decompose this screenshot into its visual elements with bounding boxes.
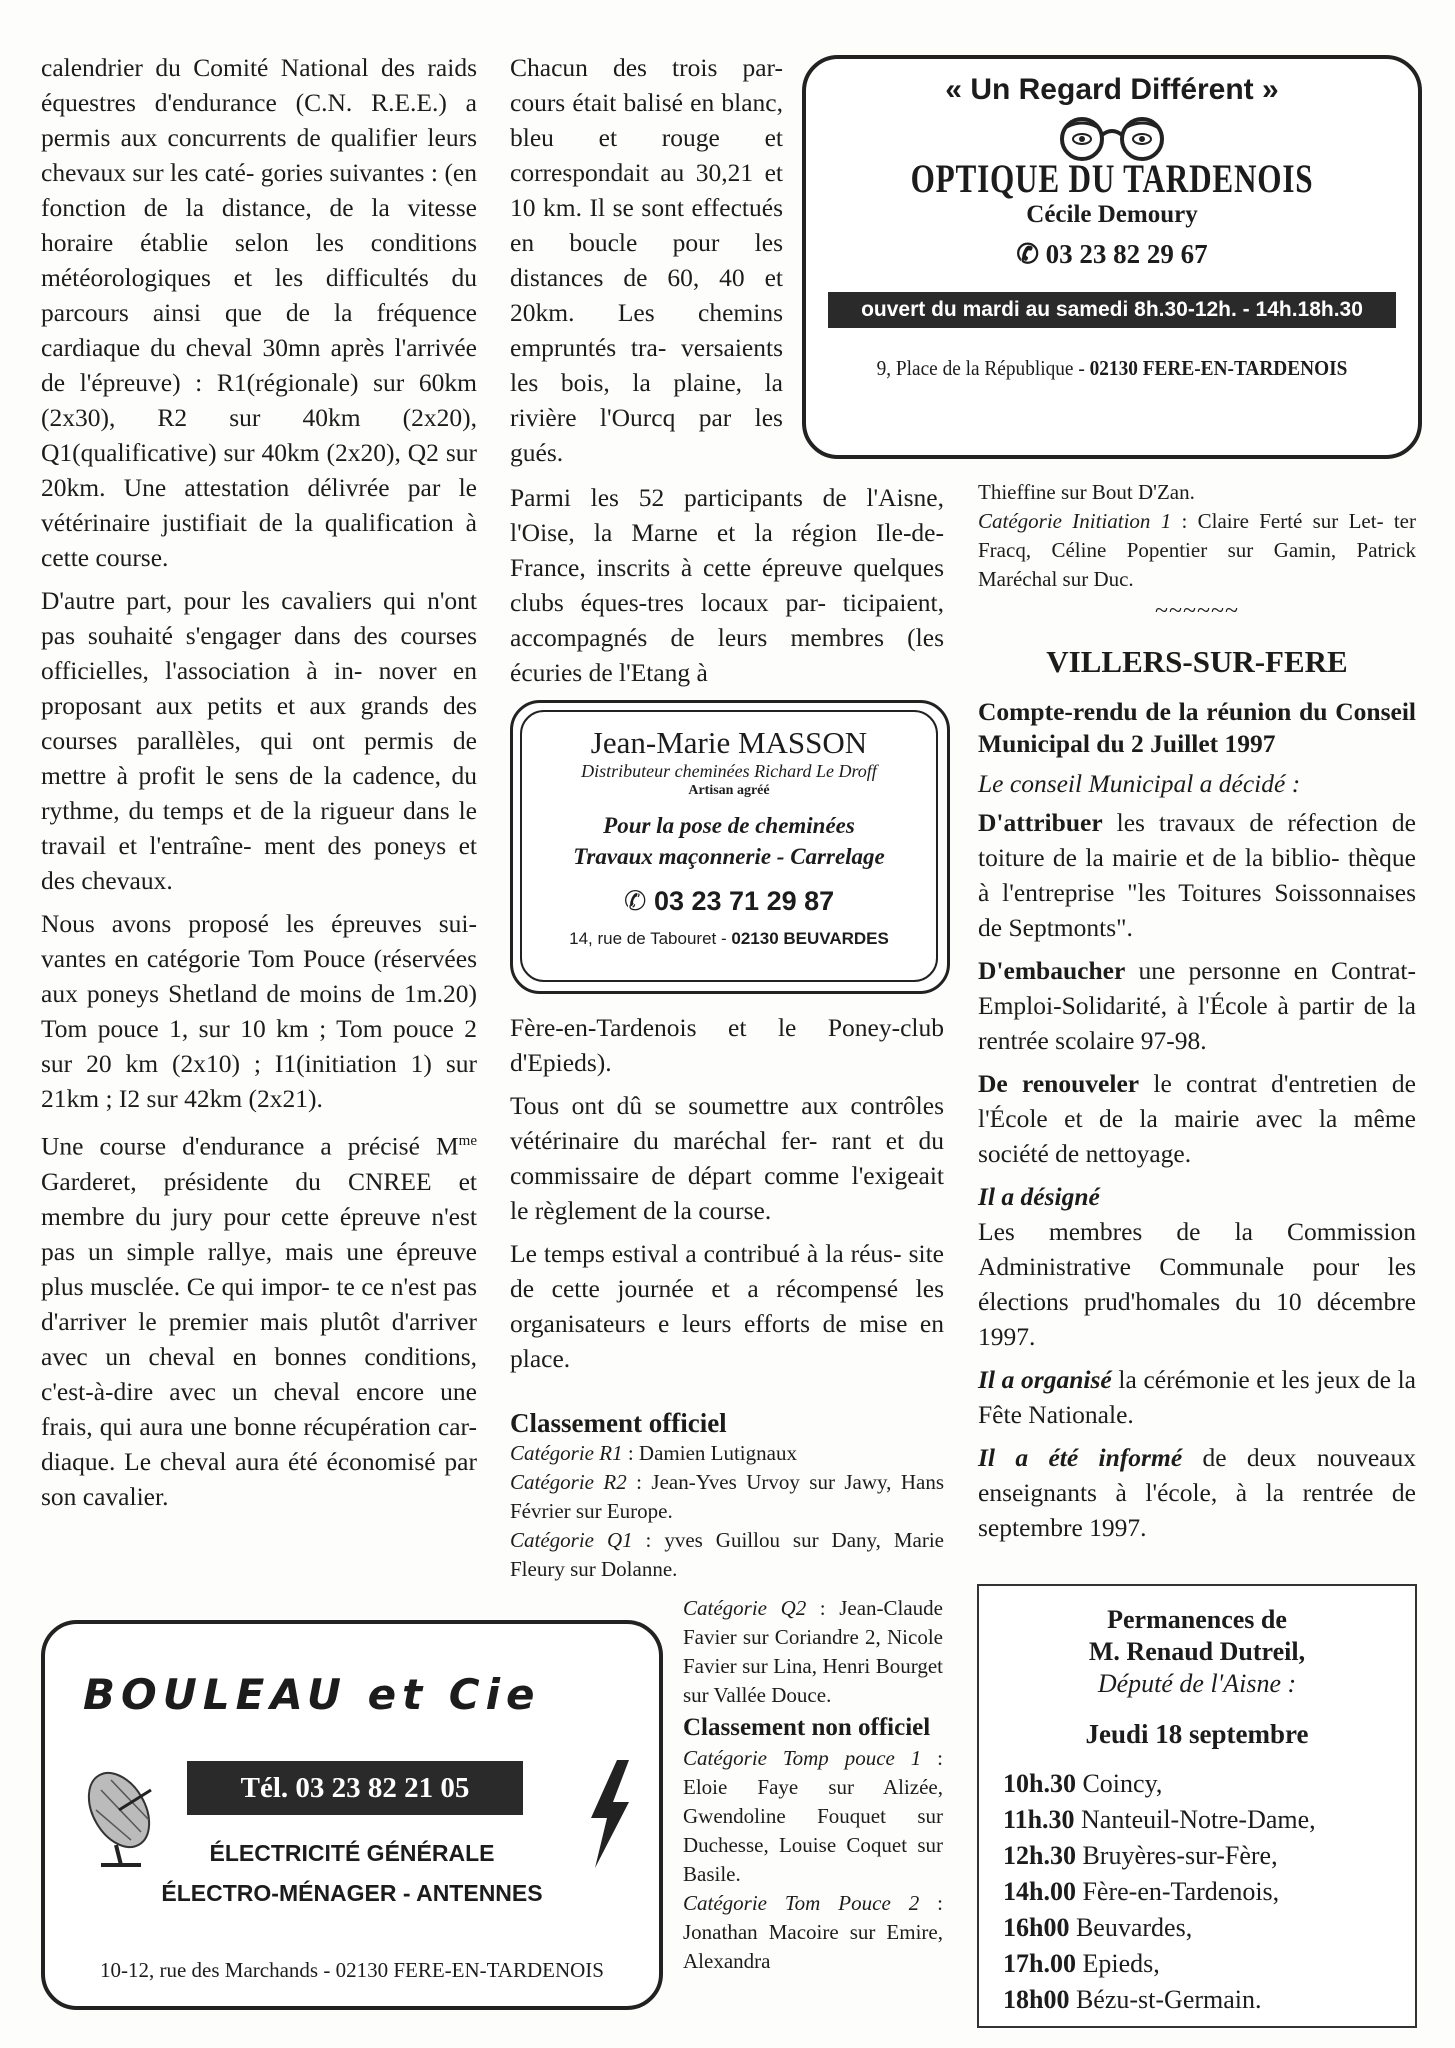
col2-paragraph-4: Tous ont dû se soumettre aux contrôles vétérinaire du maréchal fer- rant et du commissaire de départ comme l'exigeait le règlement de la course.: [510, 1091, 944, 1225]
masson-address-bold: 02130 BEUVARDES: [731, 929, 889, 948]
organise-text: la cérémonie et les jeux de la Fête Nationale.: [978, 1365, 1416, 1429]
schedule-place: Beuvardes,: [1069, 1913, 1193, 1942]
cat-tp1-label: Catégorie Tomp pouce 1: [683, 1746, 922, 1770]
decision-1-text: les travaux de réfection de toiture de la mairie et de la biblio- thèque à l'entreprise "les Toitures Soissonnaises de Septmonts".: [978, 808, 1416, 942]
schedule-place: Bézu-st-Germain.: [1069, 1985, 1262, 2014]
non-officiel-title: Classement non officiel: [683, 1714, 931, 1741]
permanences-title1: Permanences de: [1107, 1605, 1287, 1634]
decision-1-bold: D'attribuer: [978, 808, 1103, 837]
bouleau-line1: ÉLECTRICITÉ GÉNÉRALE: [209, 1840, 495, 1866]
glasses-icon: [806, 115, 1418, 161]
col3-c1: Thieffine sur Bout D'Zan.: [978, 480, 1195, 504]
cat-q2: [683, 1594, 943, 1710]
informe-text: de deux nouveaux enseignants à l'école, à la rentrée de septembre 1997.: [978, 1443, 1416, 1542]
masson-address: [522, 929, 936, 949]
designe-text: Les membres de la Commission Administrative Communale pour les élections prud'homales du 10 décembre 1997.: [978, 1217, 1416, 1351]
bouleau-line2: ÉLECTRO-MÉNAGER - ANTENNES: [161, 1880, 543, 1906]
column-1: [41, 50, 477, 1522]
cr-title: Compte-rendu de la réunion du Conseil Municipal du 2 Juillet 1997: [978, 697, 1416, 758]
col1-p4-rest: Garderet, présidente du CNREE et membre du jury pour cette épreuve n'est pas un simple rallye, mais une épreuve plus musclée. Ce qui impor- te ce n'est pas d'arriver le premier mais plutôt d'arriver avec un cheval en bonnes conditions, c'est-à-dire avec un cheval encore une frais, qui aura une bonne récupération car- diaque. Le cheval aura été économisé par son cavalier.: [41, 1166, 477, 1511]
cat-q2-text: : Jean-Claude Favier sur Coriandre 2, Nicole Favier sur Lina, Henri Bourget sur Vallée Douce.: [683, 1596, 944, 1707]
col2-paragraph-3: Fère-en-Tardenois et le Poney-club d'Epieds).: [510, 1013, 944, 1077]
schedule-place: Epieds,: [1075, 1949, 1160, 1978]
masson-artisan: Artisan agréé: [688, 783, 770, 798]
schedule-time: 18h00: [1003, 1985, 1070, 2014]
cat-tp2-text: : Jonathan Macoire sur Emire, Alexandra: [683, 1891, 943, 1973]
cat-init-label: Catégorie Initiation 1: [978, 509, 1172, 533]
cat-r1: [510, 1439, 944, 1468]
bouleau-phone: Tél. 03 23 82 21 05: [187, 1761, 523, 1815]
col2-paragraph-2: Parmi les 52 participants de l'Aisne, l'Oise, la Marne et la région Ile-de- France, inscrits à cette épreuve quelques clubs éques-tres locaux par- ticipaient, accompagnés de leurs membres (les écuries de l'Etang à: [510, 483, 944, 687]
schedule-time: 10h.30: [1003, 1769, 1076, 1798]
cat-r2-label: Catégorie R2: [510, 1470, 627, 1494]
permanences-box: [977, 1584, 1417, 2028]
decision-1: [978, 805, 1416, 945]
cat-tp1: [683, 1744, 943, 1889]
permanences-list: [1003, 1766, 1415, 2018]
masson-phone: ✆ 03 23 71 29 87: [623, 886, 835, 916]
optique-owner: Cécile Demoury: [1026, 201, 1198, 228]
classement-section: [510, 1408, 944, 1584]
col1-paragraph-1: calendrier du Comité National des raids équestres d'endurance (C.N. R.E.E.) a permis aux concurrents de qualifier leurs chevaux sur les caté- gories suivantes : (en fonction de la distance, de la vitesse horaire établie selon les conditions météorologiques et les difficultés du parcours ainsi que de la fréquence cardiaque du cheval 30mn après l'arrivée de l'épreuve) : R1(régionale) sur 60km (2x30), R2 sur 40km (2x20), Q1(qualificative) sur 40km (2x20), Q2 sur 20km. Une attestation délivrée par le vétérinaire justifiait de la qualification à cette course.: [41, 53, 477, 572]
informe-bold: Il a été informé: [978, 1443, 1183, 1472]
designe-label: Il a désigné: [978, 1182, 1100, 1211]
decision-3-text: le contrat d'entretien de l'École et de la mairie avec la même société de nettoyage.: [978, 1069, 1416, 1168]
designe-line: [978, 1179, 1416, 1214]
cat-r2: [510, 1468, 944, 1526]
masson-line2: Travaux maçonnerie - Carrelage: [573, 844, 885, 869]
cat-tp2-label: Catégorie Tom Pouce 2: [683, 1891, 920, 1915]
col2-paragraph-5: Le temps estival a contribué à la réus- site de cette journée et a récompensé les organisateurs e leurs efforts de mise en place.: [510, 1239, 944, 1373]
cat-q2-label: Catégorie Q2: [683, 1596, 807, 1620]
decision-2: [978, 953, 1416, 1058]
optique-slogan: « Un Regard Différent »: [945, 73, 1279, 106]
col1-paragraph-2: D'autre part, pour les cavaliers qui n'ont pas souhaité s'engager dans des courses officielles, l'association à in- nover en proposant aux petits et aux grands des courses parallèles, qui ont permis de mettre à profit le sens de la cadence, du rythme, du temps et de la rigueur dans le travail et l'entraîne- ment des poneys et des chevaux.: [41, 586, 477, 895]
column-2-mid: [510, 480, 944, 690]
schedule-place: Coincy,: [1075, 1769, 1163, 1798]
optique-address-bold: 02130 FERE-EN-TARDENOIS: [1089, 356, 1348, 380]
optique-hours: ouvert du mardi au samedi 8h.30-12h. - 14h.18h.30: [828, 292, 1396, 328]
masson-dist: Distributeur cheminées Richard Le Droff: [581, 761, 877, 781]
schedule-item: [1003, 1838, 1415, 1874]
schedule-time: 14h.00: [1003, 1877, 1076, 1906]
col2-paragraph-1: Chacun des trois par- cours était balisé en blanc, bleu et rouge et correspondait au 30,21 et 10 km. Il se sont effectués en boucle pour les distances de 60, 40 et 20km. Les chemins empruntés tra- versaients les bois, la plaine, la rivière l'Ourcq par les gués.: [510, 53, 783, 467]
cat-q1-text: : yves Guillou sur Dany, Marie Fleury sur Dolanne.: [510, 1528, 944, 1581]
permanences-title3: Député de l'Aisne :: [1097, 1669, 1297, 1698]
schedule-place: Fère-en-Tardenois,: [1075, 1877, 1280, 1906]
optique-name: OPTIQUE DU TARDENOIS: [910, 156, 1314, 201]
schedule-item: [1003, 1766, 1415, 1802]
decide-text: Le conseil Municipal a décidé :: [978, 769, 1301, 798]
optique-address-plain: 9, Place de la République -: [876, 356, 1090, 380]
col1-paragraph-4: [41, 1124, 477, 1514]
column-3-main: [978, 642, 1416, 1553]
column-2-top: [510, 50, 783, 478]
classement-lower: [683, 1594, 943, 1976]
cat-init-text: : Claire Ferté sur Let- ter Fracq, Céline Popentier sur Gamin, Patrick Maréchal sur Duc.: [978, 509, 1416, 591]
schedule-time: 16h00: [1003, 1913, 1070, 1942]
decision-3-bold: De renouveler: [978, 1069, 1140, 1098]
cat-r2-text: : Jean-Yves Urvoy sur Jawy, Hans Février sur Europe.: [510, 1470, 944, 1523]
classement-title: Classement officiel: [510, 1408, 727, 1438]
decision-2-bold: D'embaucher: [978, 956, 1126, 985]
cat-r1-text: : Damien Lutignaux: [622, 1441, 797, 1465]
bouleau-address: 10-12, rue des Marchands - 02130 FERE-EN-TARDENOIS: [100, 1958, 604, 1982]
permanences-date: Jeudi 18 septembre: [1085, 1719, 1309, 1749]
schedule-time: 11h.30: [1003, 1805, 1075, 1834]
cat-q1: [510, 1526, 944, 1584]
decision-2-text: une personne en Contrat-Emploi-Solidarité, à l'École à partir de la rentrée scolaire 97-98.: [978, 956, 1416, 1055]
schedule-item: [1003, 1874, 1415, 1910]
organise-bold: Il a organisé: [978, 1365, 1112, 1394]
cat-r1-label: Catégorie R1: [510, 1441, 623, 1465]
schedule-item: [1003, 1910, 1415, 1946]
schedule-time: 17h.00: [1003, 1949, 1076, 1978]
cat-tp2: [683, 1889, 943, 1976]
schedule-time: 12h.30: [1003, 1841, 1076, 1870]
schedule-item: [1003, 1802, 1415, 1838]
decision-3: [978, 1066, 1416, 1171]
optique-address: [830, 356, 1393, 381]
decide-line: [978, 766, 1416, 801]
masson-ad: [520, 710, 938, 982]
col1-p4-prefix: Une course d'endurance a précisé M: [41, 1131, 459, 1161]
separator: ~~~~~~: [1155, 598, 1239, 624]
cat-tp1-text: : Eloie Faye sur Alizée, Gwendoline Fouquet sur Duchesse, Louise Coquet sur Basile.: [683, 1746, 943, 1886]
organise-line: [978, 1362, 1416, 1432]
cat-q1-label: Catégorie Q1: [510, 1528, 633, 1552]
column-3-top: [978, 478, 1416, 594]
informe-line: [978, 1440, 1416, 1545]
masson-line1: Pour la pose de cheminées: [603, 813, 855, 838]
col1-paragraph-3: Nous avons proposé les épreuves sui- vantes en catégorie Tom Pouce (réservées aux poneys Shetland de moins de 1m.20) Tom pouce 1, sur 10 km ; Tom pouce 2 sur 20 km (2x10) ; I1(initiation 1) sur 21km ; I2 sur 42km (2x21).: [41, 909, 477, 1113]
permanences-title2: M. Renaud Dutreil,: [1088, 1637, 1306, 1666]
optique-ad: [802, 55, 1422, 459]
bouleau-ad: [41, 1620, 663, 2010]
schedule-item: [1003, 1946, 1415, 1982]
col1-p4-sup: me: [458, 1133, 477, 1149]
column-2-low: [510, 1010, 944, 1384]
masson-name: Jean-Marie MASSON: [590, 725, 868, 760]
villers-title: VILLERS-SUR-FERE: [1046, 644, 1348, 679]
optique-phone: ✆ 03 23 82 29 67: [1016, 239, 1208, 269]
masson-address-plain: 14, rue de Tabouret -: [569, 929, 732, 948]
schedule-place: Bruyères-sur-Fère,: [1075, 1841, 1278, 1870]
bouleau-name: BOULEAU et Cie: [83, 1670, 541, 1719]
schedule-item: [1003, 1982, 1415, 2018]
schedule-place: Nanteuil-Notre-Dame,: [1074, 1805, 1316, 1834]
cat-init: [978, 507, 1416, 594]
